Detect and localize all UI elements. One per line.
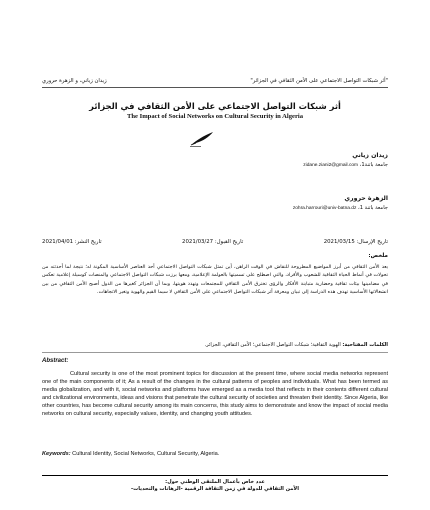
- author-block-1: [303, 152, 388, 168]
- abstract-english-body: Cultural security is one of the most prominent topics for discussion at the present time, where social media networks represent one of the main components of it; As a result of the changes in the cultural patterns of peoples and individuals. What has been termed as media globalization, and with it, social networks and platforms have emerged as a media tool that reflects in their contents different cultural and civilizational environments, ideas and visions that penetrate the cultural security of societies and threaten their identity. Since Algeria, like other countries, has become cultural security among its main concerns, this study aims to demonstrate and know the impact of social media networks on cultural security, especially values, identity, and changing youth attitudes.: [42, 371, 388, 418]
- keywords-arabic-list: الهوية الثقافية؛ شبكات التواصل الاجتماعي؛ الأمن الثقافي، الجزائر.: [204, 342, 341, 348]
- quill-pen-icon: [189, 131, 215, 147]
- author-affiliation: جامعة باتنة 1،: [358, 205, 388, 211]
- running-head-title: "أثر شبكات التواصل الاجتماعي على الأمن الثقافي في الجزائر": [250, 78, 388, 84]
- date-sent: تاريخ الإرسال: 2021/03/15: [323, 239, 388, 245]
- author-email[interactable]: zohra.harrouri@univ-batna.dz: [292, 206, 357, 211]
- abstract-arabic-body: يعد الأمن الثقافي من أبرز المواضيع المطروحة للنقاش في الوقت الراهن، أين تمثل شبكات التواصل الاجتماعي أحد العناصر الأساسية المكونة له؛ نتيجة لما أحدثته من تحولات في أنماط الحياة الثقافية للشعوب والأفراد، والتي اصطلح على تسميتها بالعولمة الإعلامية، ومعها برزت شبكات التواصل الاجتماعي والمنصات كوسيلة إعلامية تعكس في مضامينها بيئات ثقافية وحضارية متباينة الأفكار والرؤى تخترق الأمن الثقافي للمجتمعات وتهدد هويتها، وبما أن الجزائر كغيرها من الدول أصبح الأمن الثقافي من بين انشغالاتها الأساسية تهدف هذه الدراسة إلى تبيان ومعرفة أثر شبكات التواصل الاجتماعي على الأمن الثقافي لا سيما القيم والهوية وتغير الاتجاهات.: [42, 264, 388, 296]
- title-english: The Impact of Social Networks on Cultural Security in Algeria: [126, 113, 303, 120]
- submission-dates: [42, 239, 388, 245]
- keywords-english-list: Cultural Identity, Social Networks, Cultural Security, Algeria.: [72, 451, 220, 457]
- keywords-english-label: Keywords:: [42, 451, 71, 457]
- footer-line-1: عدد خاص بأعمال الملتقى الوطني حول:: [165, 479, 265, 485]
- running-head: [42, 78, 388, 88]
- keywords-arabic-label: الكلمات المفتاحية:: [342, 342, 388, 348]
- author-email[interactable]: zidane.ziani2@gmail.com: [303, 163, 359, 168]
- date-published: تاريخ النشر: 2021/04/01: [42, 239, 102, 245]
- keywords-english: [42, 451, 388, 457]
- author-affiliation: جامعة باتنة1،: [359, 162, 388, 168]
- title-arabic: أثر شبكات التواصل الاجتماعي على الأمن الثقافي في الجزائر: [89, 101, 341, 111]
- author-name: الزهرة حروري: [344, 195, 388, 202]
- abstract-english-heading: Abstract:: [42, 358, 69, 364]
- running-head-authors: زيدان زياني، و الزهرة حروري: [42, 78, 107, 84]
- author-name: زيدان زياني: [352, 152, 388, 159]
- keywords-arabic: [42, 342, 388, 353]
- author-block-2: [293, 195, 388, 211]
- abstract-arabic-heading: ملخص:: [368, 253, 388, 259]
- footer-line-2: الأمن الثقافي للدولة في زمن الثقافة الرقمية -الرهانات والتحديات-: [131, 486, 299, 492]
- date-accepted: تاريخ القبول: 2021/03/27: [182, 239, 244, 245]
- page-footer: [42, 475, 388, 493]
